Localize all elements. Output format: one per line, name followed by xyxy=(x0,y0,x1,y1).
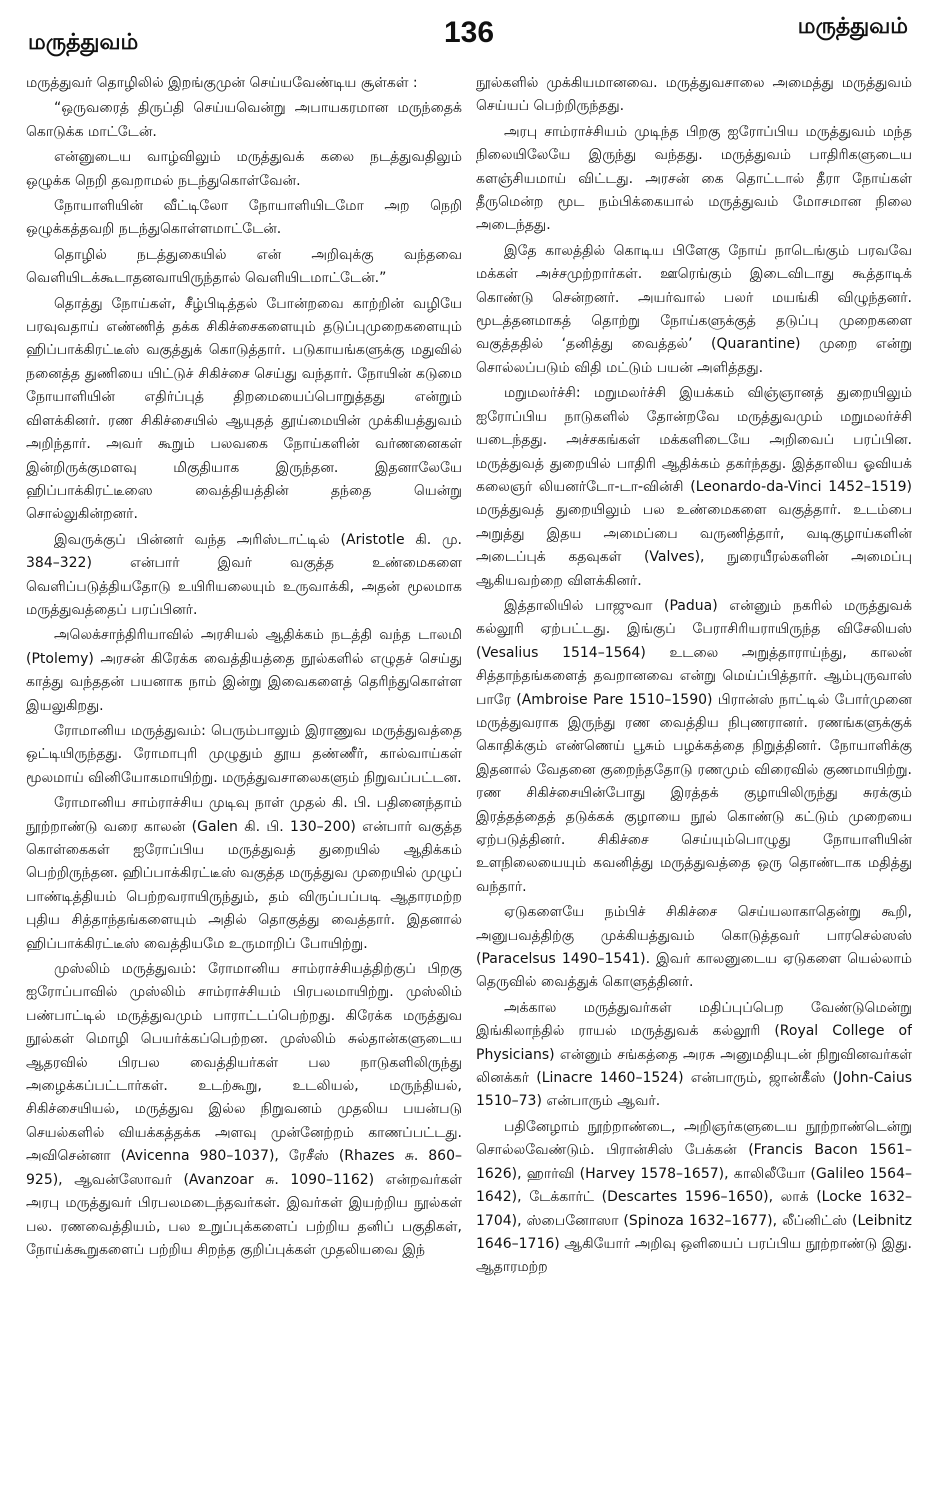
paragraph: நூல்களில் முக்கியமானவை. மருத்துவசாலை அமைத்து மருத்துவம் செய்யப் பெற்றிருந்தது. xyxy=(476,75,912,115)
running-title-left: மருத்துவம் xyxy=(28,30,139,55)
paragraph: மருத்துவர் தொழிலில் இறங்குமுன் செய்யவேண்டிய சூள்கள் : xyxy=(26,75,418,91)
paragraph: “ஒருவரைத் திருப்தி செய்யவென்று அபாயகரமான மருந்தைக் கொடுக்க மாட்டேன். xyxy=(26,100,462,140)
page-number: 136 xyxy=(443,16,495,49)
paragraph: ரோமானிய மருத்துவம்: பெரும்பாலும் இராணுவ மருத்துவத்தை ஒட்டியிருந்தது. ரோமாபுரி முழுதும் தூய தண்ணீர், கால்வாய்கள் மூலமாய் வினியோகமாயிற்று. மருத்துவசாலைகளும் நிறுவப்பட்டன. xyxy=(26,722,462,786)
running-title-right: மருத்துவம் xyxy=(797,14,908,39)
paragraph: பதினேழாம் நூற்றாண்டை, அறிஞர்களுடைய நூற்றாண்டென்று சொல்லவேண்டும். பிரான்சிஸ் பேக்கன் (Francis Bacon 1561–1626), ஹார்வி (Harvey 1578–1657), காலிலீயோ (Galileo 1564–1642), டேக்கார்ட் (Descartes 1596–1650), லாக் (Locke 1632–1704), ஸ்பைனோஸா (Spinoza 1632–1677), லீப்னிட்ஸ் (Leibnitz 1646–1716) ஆகியோர் அறிவு ஒளியைப் பரப்பிய நூற்றாண்டு இது. ஆதாரமற்ற xyxy=(476,1118,912,1276)
paragraph: ஏடுகளையே நம்பிச் சிகிச்சை செய்யலாகாதென்று கூறி, அனுபவத்திற்கு முக்கியத்துவம் கொடுத்தவர் பாரசெல்ஸஸ் (Paracelsus 1490–1541). இவர் காலனுடைய ஏடுகளை யெல்லாம் தெருவில் வைத்துக் கொளுத்தினர். xyxy=(476,904,912,991)
paragraph: இதே காலத்தில் கொடிய பிளேகு நோய் நாடெங்கும் பரவவே மக்கள் அச்சமுற்றார்கள். ஊரெங்கும் இடைவிடாது கூத்தாடிக் கொண்டு சென்றனர். அயர்வால் பலர் மயங்கி விழுந்தனர். மூடத்தனமாகத் தொற்று நோய்களுக்குத் தடுப்பு முறைகளை வகுத்ததில் ‘தனித்து வைத்தல்’ (Quarantine) முறை என்று சொல்லப்படும் விதி மட்டும் பயன் அளித்தது. xyxy=(476,242,912,376)
paragraph: ரோமானிய சாம்ராச்சிய முடிவு நாள் முதல் கி. பி. பதினைந்தாம் நூற்றாண்டு வரை காலன் (Galen கி. பி. 130–200) என்பார் வகுத்த கொள்கைகள் ஐரோப்பிய மருத்துவத் துறையில் ஆதிக்கம் பெற்றிருந்தன. ஹிப்பாக்கிரட்டீஸ் வகுத்த மருத்துவ முறையில் முழுப் பாண்டித்தியம் பெற்றவராயிருந்தும், தம் விருப்பப்படி ஆதாரமற்ற புதிய சித்தாந்தங்களையும் அதில் தொகுத்து வைத்தார். இதனால் ஹிப்பாக்கிரட்டீஸ் வைத்தியமே உருமாறிப் போயிற்று. xyxy=(26,795,462,952)
paragraph: தொழில் நடத்துகையில் என் அறிவுக்கு வந்தவை வெளியிடக்கூடாதனவாயிருந்தால் வெளியிடமாட்டேன்.” xyxy=(26,246,462,287)
page-header xyxy=(26,10,912,62)
paragraph: இவருக்குப் பின்னர் வந்த அரிஸ்டாட்டில் (Aristotle கி. மு. 384–322) என்பார் இவர் வகுத்த உண்மைகளை வெளிப்படுத்தியதோடு உயிரியலையும் உருவாக்கி, அதன் மூலமாக மருத்துவத்தைப் பரப்பினர். xyxy=(26,531,462,618)
paragraph: அரபு சாம்ராச்சியம் முடிந்த பிறகு ஐரோப்பிய மருத்துவம் மந்த நிலையிலேயே இருந்து வந்தது. மருத்துவம் பாதிரிகளுடைய களஞ்சியமாய் விட்டது. அரசன் கை தொட்டால் தீரா நோய்கள் தீருமென்ற மூட நம்பிக்கையால் மருத்துவம் மோசமான நிலை அடைந்தது. xyxy=(476,123,912,234)
paragraph: அலெக்சாந்திரியாவில் அரசியல் ஆதிக்கம் நடத்தி வந்த டாலமி (Ptolemy) அரசன் கிரேக்க வைத்தியத்தை நூல்களில் எழுதச் செய்து காத்து வந்ததன் பயனாக நாம் இன்று இவைகளைத் தெரிந்துகொள்ள இயலுகிறது. xyxy=(26,627,462,714)
paragraph: நோயாளியின் வீட்டிலோ நோயாளியிடமோ அற நெறி ஒழுக்கத்தவறி நடந்துகொள்ளமாட்டேன். xyxy=(26,198,462,238)
paragraph: இத்தாலியில் பாஜுவா (Padua) என்னும் நகரில் மருத்துவக் கல்லூரி ஏற்பட்டது. இங்குப் பேராசிரியராயிருந்த விசேலியஸ் (Vesalius 1514–1564) உடலை அறுத்தாராய்ந்து, காலன் சித்தாந்தங்களைத் தவறானவை என்று மெய்ப்பித்தார். ஆம்புருவாஸ் பாரே (Ambroise Pare 1510–1590) பிரான்ஸ் நாட்டில் போர்முனை மருத்துவராக இருந்து ரண வைத்திய நிபுணரானர். ரணங்களுக்குக் கொதிக்கும் எண்ணெய் பூசும் பழக்கத்தை நிறுத்தினர். நோயாளிக்கு இதனால் வேதனை குறைந்ததோடு ரணமும் விரைவில் குணமாயிற்று. ரண சிகிச்சையின்போது இரத்தக் குழாயிலிருந்து சுரக்கும் இரத்தத்தைத் தடுக்கக் குழாயை நூல் கொண்டு கட்டும் முறையை ஏற்படுத்தினர். சிகிச்சை செய்யும்பொழுது நோயாளியின் உளநிலையையும் கவனித்து மருத்துவத்தை ஒரு தொண்டாக மதித்து வந்தார். xyxy=(476,597,912,895)
right-column xyxy=(476,72,912,1482)
text-columns xyxy=(26,72,912,1482)
paragraph: அக்கால மருத்துவர்கள் மதிப்புப்பெற வேண்டுமென்று இங்கிலாந்தில் ராயல் மருத்துவக் கல்லூரி (Royal College of Physicians) என்னும் சங்கத்தை அரசு அனுமதியுடன் நிறுவினவர்கள் லினக்கர் (Linacre 1460–1524) என்பாரும், ஜான்கீஸ் (John-Caius 1510–73) என்பாரும் ஆவர். xyxy=(476,999,912,1110)
paragraph: தொத்து நோய்கள், சீழ்பிடித்தல் போன்றவை காற்றின் வழியே பரவுவதாய் எண்ணித் தக்க சிகிச்சைகளையும் தடுப்புமுறைகளையும் ஹிப்பாக்கிரட்டீஸ் வகுத்துக் கொடுத்தார். படுகாயங்களுக்கு மதுவில் நனைத்த துணியை யிட்டுச் சிகிச்சை செய்து வந்தார். நோயின் கடுமை நோயாளியின் எதிர்ப்புத் திறமையைப்பொறுத்தது என்றும் விளக்கினர். ரண சிகிச்சையில் ஆயுதத் தூய்மையின் முக்கியத்துவம் அறிந்தார். அவர் கூறும் பலவகை நோய்களின் வர்ணனைகள் இன்றிருக்குமளவு மிகுதியாக இருந்தன. இதனாலேயே ஹிப்பாக்கிரட்டீஸை வைத்தியத்தின் தந்தை யென்று சொல்லுகின்றனர். xyxy=(26,295,462,523)
paragraph: என்னுடைய வாழ்விலும் மருத்துவக் கலை நடத்துவதிலும் ஒழுக்க நெறி தவறாமல் நடந்துகொள்வேன். xyxy=(26,149,462,189)
paragraph: மறுமலர்ச்சி: மறுமலர்ச்சி இயக்கம் விஞ்ஞானத் துறையிலும் ஐரோப்பிய நாடுகளில் தோன்றவே மருத்துவமும் மறுமலர்ச்சி யடைந்தது. அச்சகங்கள் மக்களிடையே அறிவைப் பரப்பின. மருத்துவத் துறையில் பாதிரி ஆதிக்கம் தகர்ந்தது. இத்தாலிய ஓவியக் கலைஞர் லியனர்டோ-டா-வின்சி (Leonardo-da-Vinci 1452–1519) மருத்துவத் துறையிலும் பல உண்மைகளை வகுத்தார். உடம்பை அறுத்து இதய அமைப்பை வருணித்தார், வடிகுழாய்களின் அடைப்புக் கதவுகள் (Valves), நுரையீரல்களின் அமைப்பு ஆகியவற்றை விளக்கினர். xyxy=(476,385,912,589)
paragraph: முஸ்லிம் மருத்துவம்: ரோமானிய சாம்ராச்சியத்திற்குப் பிறகு ஐரோப்பாவில் முஸ்லிம் சாம்ராச்சியம் பிரபலமாயிற்று. முஸ்லிம் பண்பாட்டில் மருத்துவமும் பாராட்டப்பெற்றது. கிரேக்க மருத்துவ நூல்கள் மொழி பெயர்க்கப்பெற்றன. முஸ்லிம் சுல்தான்களுடைய ஆதரவில் பிரபல வைத்தியர்கள் பல நாடுகளிலிருந்து அழைக்கப்பட்டார்கள். உடற்கூறு, உடலியல், மருந்தியல், சிகிச்சையியல், மருத்துவ இல்ல நிறுவனம் முதலிய பயன்படு செயல்களில் வியக்கத்தக்க அளவு முன்னேற்றம் காணப்பட்டது. அவிசென்னா (Avicenna 980–1037), ரேசீஸ் (Rhazes சு. 860–925), ஆவன்ஸோவர் (Avanzoar சு. 1090–1162) என்றவர்கள் அரபு மருத்துவர் பிரபலமடைந்தவர்கள். இவர்கள் இயற்றிய நூல்கள் பல. ரணவைத்தியம், பல உறுப்புக்களைப் பற்றிய தனிப் பகுதிகள், நோய்க்கூறுகளைப் பற்றிய சிறந்த குறிப்புக்கள் முதலியவை இந் xyxy=(26,961,462,1258)
left-column xyxy=(26,72,462,1482)
